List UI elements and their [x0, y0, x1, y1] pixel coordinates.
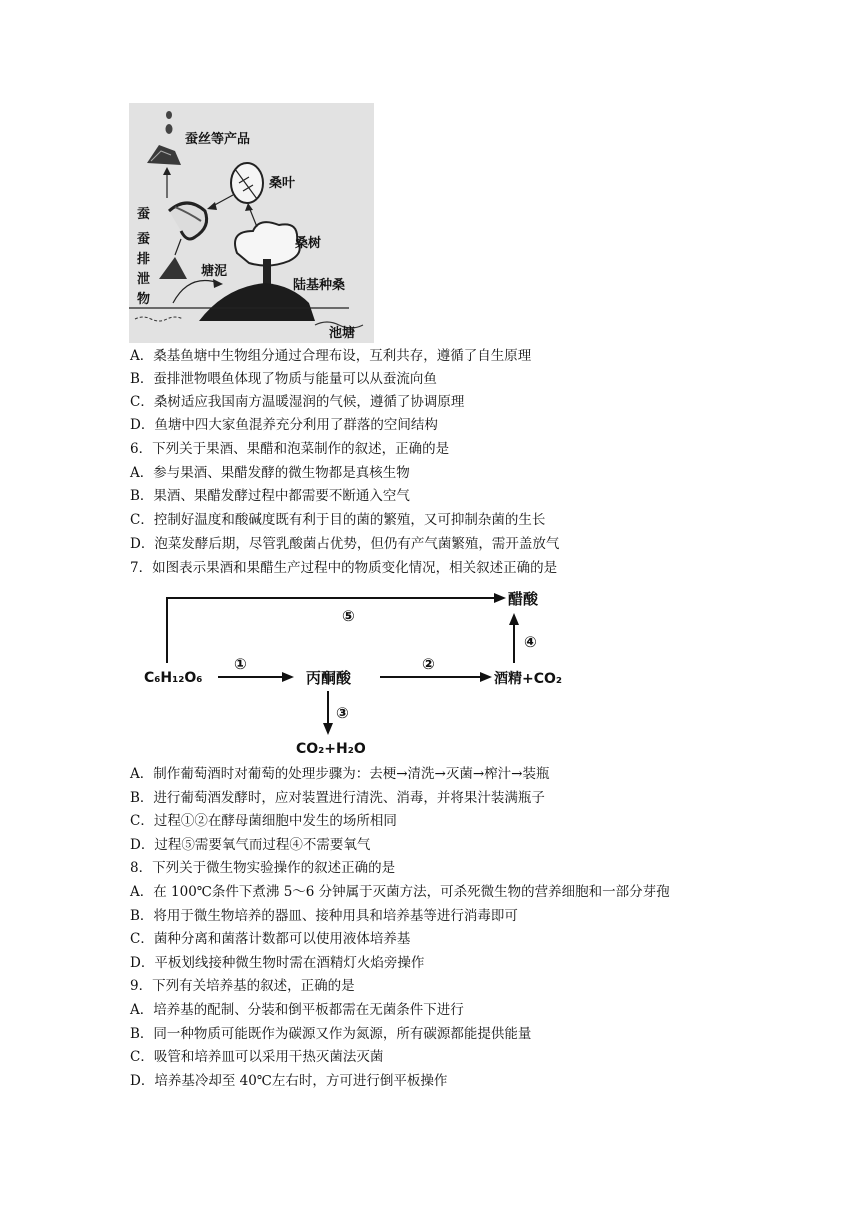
q8-option-a: A．在 100℃条件下煮沸 5～6 分钟属于灭菌方法，可杀死微生物的营养细胞和一部分芽孢	[130, 884, 670, 900]
excrement-label-1: 蚕	[137, 232, 151, 247]
step2-label: ②	[422, 655, 435, 673]
q7-option-c: C．过程①②在酵母菌细胞中发生的场所相同	[130, 813, 397, 829]
q6-option-c: C．控制好温度和酸碱度既有利于目的菌的繁殖，又可抑制杂菌的生长	[130, 512, 546, 528]
q7-option-a: A．制作葡萄酒时对葡萄的处理步骤为：去梗→清洗→灭菌→榨汁→装瓶	[130, 766, 550, 782]
q7-stem: 7．如图表示果酒和果醋生产过程中的物质变化情况，相关叙述正确的是	[130, 560, 558, 576]
q9-option-c: C．吸管和培养皿可以采用干热灭菌法灭菌	[130, 1049, 384, 1065]
q9-stem: 9．下列有关培养基的叙述，正确的是	[130, 978, 355, 994]
q8-option-c: C．菌种分离和菌落计数都可以使用液体培养基	[130, 931, 411, 947]
leaf-label: 桑叶	[269, 176, 296, 191]
pyruvate-label: 丙酮酸	[306, 669, 352, 687]
step1-label: ①	[234, 655, 247, 673]
q9-option-d: D．培养基冷却至 40℃左右时，方可进行倒平板操作	[130, 1073, 448, 1089]
co2-water-label: CO₂+H₂O	[296, 741, 366, 757]
products-label: 蚕丝等产品	[185, 132, 251, 147]
glucose-label: C₆H₁₂O₆	[144, 670, 203, 686]
excrement-label-4: 物	[137, 292, 151, 307]
q5-option-b: B．蚕排泄物喂鱼体现了物质与能量可以从蚕流向鱼	[130, 371, 437, 387]
acetic-acid-label: 醋酸	[508, 590, 539, 608]
q5-option-d: D．鱼塘中四大家鱼混养充分利用了群落的空间结构	[130, 417, 438, 433]
step3-label: ③	[336, 704, 349, 722]
silkworm-label: 蚕	[137, 207, 151, 222]
q6-option-a: A．参与果酒、果醋发酵的微生物都是真核生物	[130, 465, 410, 481]
step4-label: ④	[524, 633, 537, 651]
mulberry-fishpond-figure	[129, 103, 374, 343]
fermentation-diagram	[130, 585, 590, 760]
q8-option-b: B．将用于微生物培养的器皿、接种用具和培养基等进行消毒即可	[130, 908, 518, 924]
q8-stem: 8．下列关于微生物实验操作的叙述正确的是	[130, 860, 396, 876]
step5-label: ⑤	[342, 607, 355, 625]
q5-option-c: C．桑树适应我国南方温暖湿润的气候，遵循了协调原理	[130, 394, 465, 410]
q7-option-d: D．过程⑤需要氧气而过程④不需要氧气	[130, 837, 371, 853]
q5-option-a: A．桑基鱼塘中生物组分通过合理布设，互利共存，遵循了自生原理	[130, 348, 532, 364]
excrement-label-2: 排	[137, 252, 151, 267]
q6-option-d: D．泡菜发酵后期，尽管乳酸菌占优势，但仍有产气菌繁殖，需开盖放气	[130, 536, 560, 552]
q9-option-b: B．同一种物质可能既作为碳源又作为氮源，所有碳源都能提供能量	[130, 1026, 532, 1042]
q9-option-a: A．培养基的配制、分装和倒平板都需在无菌条件下进行	[130, 1002, 464, 1018]
q6-stem: 6．下列关于果酒、果醋和泡菜制作的叙述，正确的是	[130, 441, 450, 457]
alcohol-co2-label: 酒精+CO₂	[494, 671, 563, 687]
q8-option-d: D．平板划线接种微生物时需在酒精灯火焰旁操作	[130, 955, 425, 971]
land-label: 陆基种桑	[293, 278, 346, 293]
q6-option-b: B．果酒、果醋发酵过程中都需要不断通入空气	[130, 488, 410, 504]
excrement-label-3: 泄	[137, 272, 151, 287]
mud-label: 塘泥	[201, 264, 228, 279]
q7-option-b: B．进行葡萄酒发酵时，应对装置进行清洗、消毒，并将果汁装满瓶子	[130, 790, 545, 806]
mulberry-label: 桑树	[295, 236, 322, 251]
pond-label: 池塘	[329, 326, 356, 341]
